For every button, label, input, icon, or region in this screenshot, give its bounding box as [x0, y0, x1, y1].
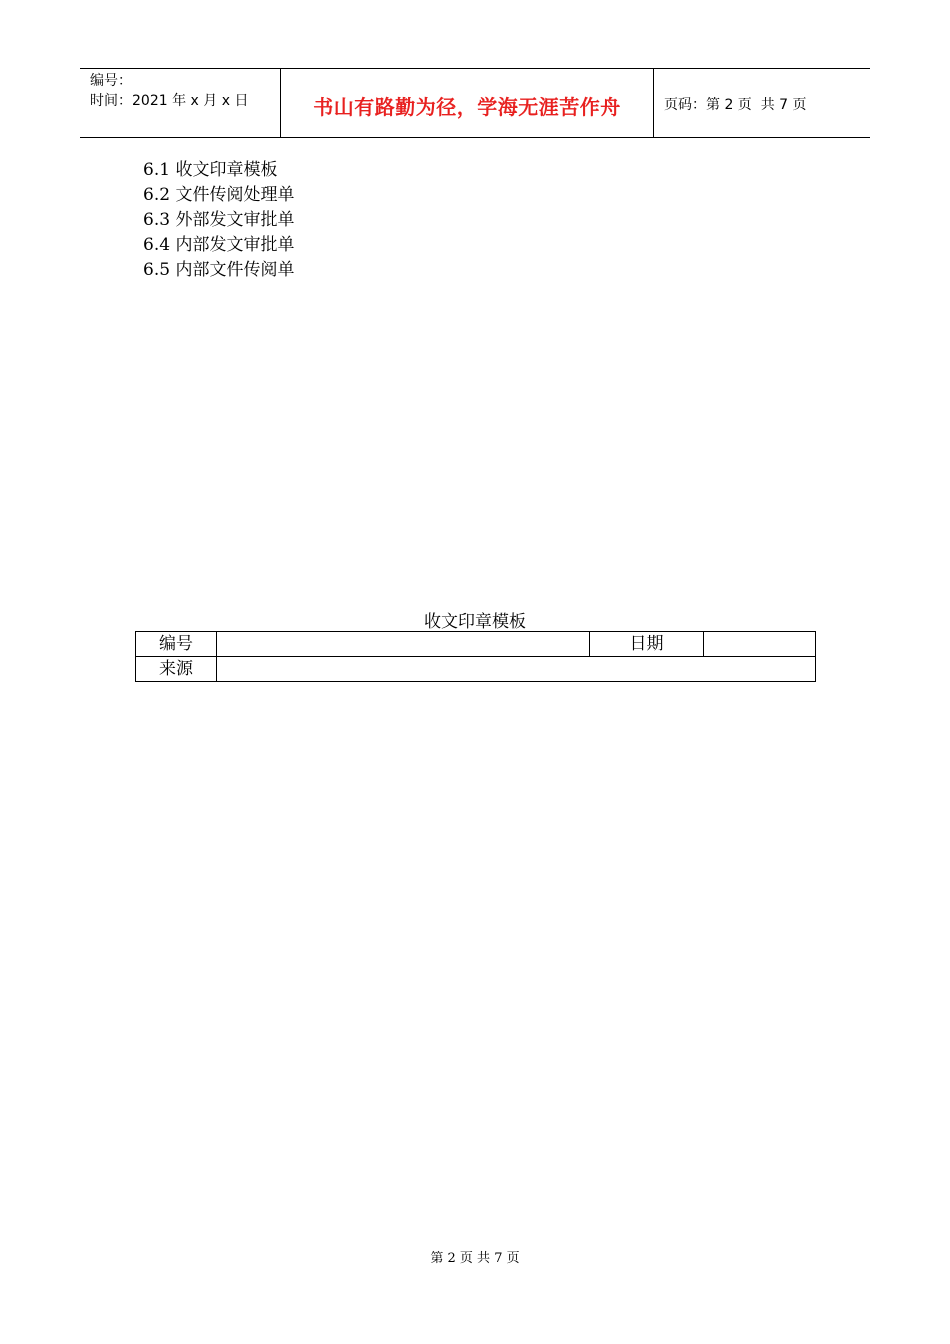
header-page-cell: [654, 69, 870, 137]
number-value-cell: [217, 632, 590, 657]
appendix-item: 6.4 内部发文审批单: [143, 235, 295, 255]
date-label-cell: 日期: [590, 632, 704, 657]
receipt-stamp-table: [135, 631, 816, 682]
source-value-cell: [217, 657, 816, 682]
appendix-item: 6.5 内部文件传阅单: [143, 260, 295, 280]
page-footer: 第 2 页 共 7 页: [430, 1251, 520, 1266]
header-motto-cell: [281, 69, 654, 137]
table-row: [136, 632, 816, 657]
document-number-label: 编号：: [90, 73, 132, 89]
appendix-item: 6.3 外部发文审批单: [143, 210, 295, 230]
date-value-cell: [704, 632, 816, 657]
number-label-cell: 编号: [136, 632, 217, 657]
header-page-info: 页码：第 2 页 共 7 页: [664, 97, 807, 113]
source-label-cell: 来源: [136, 657, 217, 682]
header-meta: [80, 69, 281, 137]
document-time-label: 时间：2021 年 x 月 x 日: [90, 93, 249, 109]
table-row: [136, 657, 816, 682]
appendix-item: 6.1 收文印章模板: [143, 160, 278, 180]
appendix-item: 6.2 文件传阅处理单: [143, 185, 295, 205]
header-motto: 书山有路勤为径，学海无涯苦作舟: [313, 95, 621, 119]
template-title: 收文印章模板: [424, 612, 526, 632]
appendix-list: [143, 158, 294, 283]
page-header: [80, 68, 870, 138]
